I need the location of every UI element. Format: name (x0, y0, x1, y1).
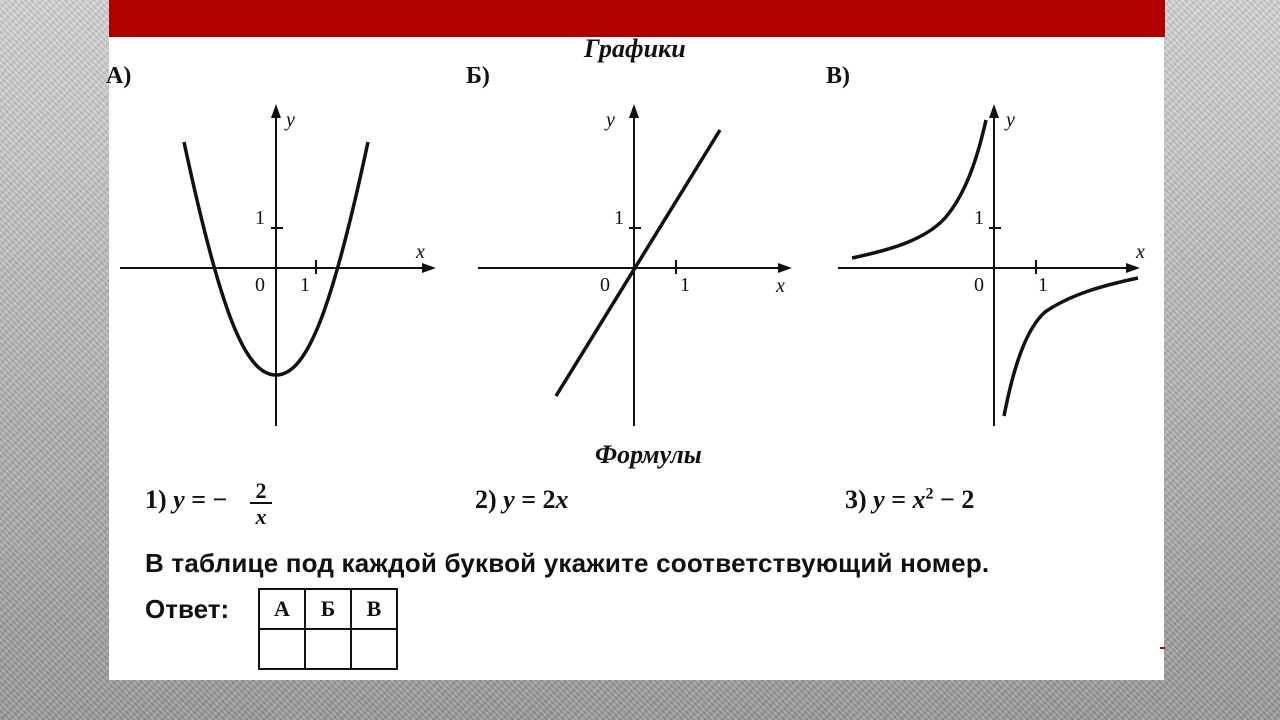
formula-3-exponent: 2 (925, 485, 934, 503)
accent-mark (1160, 647, 1165, 649)
answer-cell-c[interactable] (351, 629, 397, 669)
x-axis-label: x (776, 275, 785, 297)
y-unit-label: 1 (255, 207, 265, 229)
formula-3-rest: − 2 (933, 485, 975, 514)
x-axis-label: x (1136, 241, 1145, 263)
formula-2-eq: = 2 (514, 485, 556, 514)
origin-label: 0 (255, 274, 265, 296)
x-axis-arrow-icon (778, 263, 792, 273)
graph-b (470, 100, 810, 440)
formulas-heading: Формулы (595, 440, 702, 469)
graph-a (110, 100, 450, 440)
x-axis-label: x (416, 241, 425, 263)
answer-header-b: Б (305, 589, 351, 629)
graph-label-a: А) (106, 63, 132, 89)
formula-2-prefix: 2) (475, 485, 504, 514)
graph-c (830, 100, 1170, 440)
graph-label-c: В) (826, 63, 850, 89)
answer-header-row (259, 589, 397, 629)
x-unit-label: 1 (300, 274, 310, 296)
formula-3-prefix: 3) (845, 485, 874, 514)
linear-line (556, 130, 720, 396)
x-axis-arrow-icon (1126, 263, 1140, 273)
formula-3-eq: = (884, 485, 913, 514)
graphs-heading: Графики (584, 34, 686, 63)
header-accent-bar (109, 0, 1165, 37)
hyperbola-right-branch (1004, 278, 1138, 416)
origin-label: 0 (600, 274, 610, 296)
formula-1-lhs: y (173, 485, 185, 514)
y-axis-arrow-icon (989, 104, 999, 118)
instruction-text: В таблице под каждой буквой укажите соответствующий номер. (145, 548, 990, 578)
formula-1 (145, 485, 227, 515)
formula-1-fraction (250, 480, 272, 530)
formula-3-lhs: y (873, 485, 885, 514)
answer-header-c: В (351, 589, 397, 629)
answer-label: Ответ: (145, 594, 230, 624)
formula-1-denominator: x (255, 504, 267, 529)
answer-value-row (259, 629, 397, 669)
x-axis-arrow-icon (422, 263, 436, 273)
x-unit-label: 1 (680, 274, 690, 296)
y-axis-arrow-icon (629, 104, 639, 118)
y-unit-label: 1 (974, 207, 984, 229)
graph-label-b: Б) (466, 63, 490, 89)
formula-1-prefix: 1) (145, 485, 174, 514)
formula-3 (845, 485, 974, 515)
y-axis-label: y (286, 109, 295, 131)
answer-table (258, 588, 398, 670)
x-unit-label: 1 (1038, 274, 1048, 296)
y-unit-label: 1 (614, 207, 624, 229)
formula-2-lhs: y (503, 485, 515, 514)
formula-3-x: x (912, 485, 926, 514)
origin-label: 0 (974, 274, 984, 296)
answer-header-a: А (259, 589, 305, 629)
answer-cell-a[interactable] (259, 629, 305, 669)
formula-1-numerator: 2 (250, 480, 272, 504)
y-axis-arrow-icon (271, 104, 281, 118)
y-axis-label: y (606, 109, 615, 131)
formula-2 (475, 485, 569, 515)
formula-2-x: x (555, 485, 569, 514)
y-axis-label: y (1006, 109, 1015, 131)
answer-cell-b[interactable] (305, 629, 351, 669)
hyperbola-left-branch (852, 120, 986, 258)
formula-1-eq: = − (184, 485, 228, 514)
